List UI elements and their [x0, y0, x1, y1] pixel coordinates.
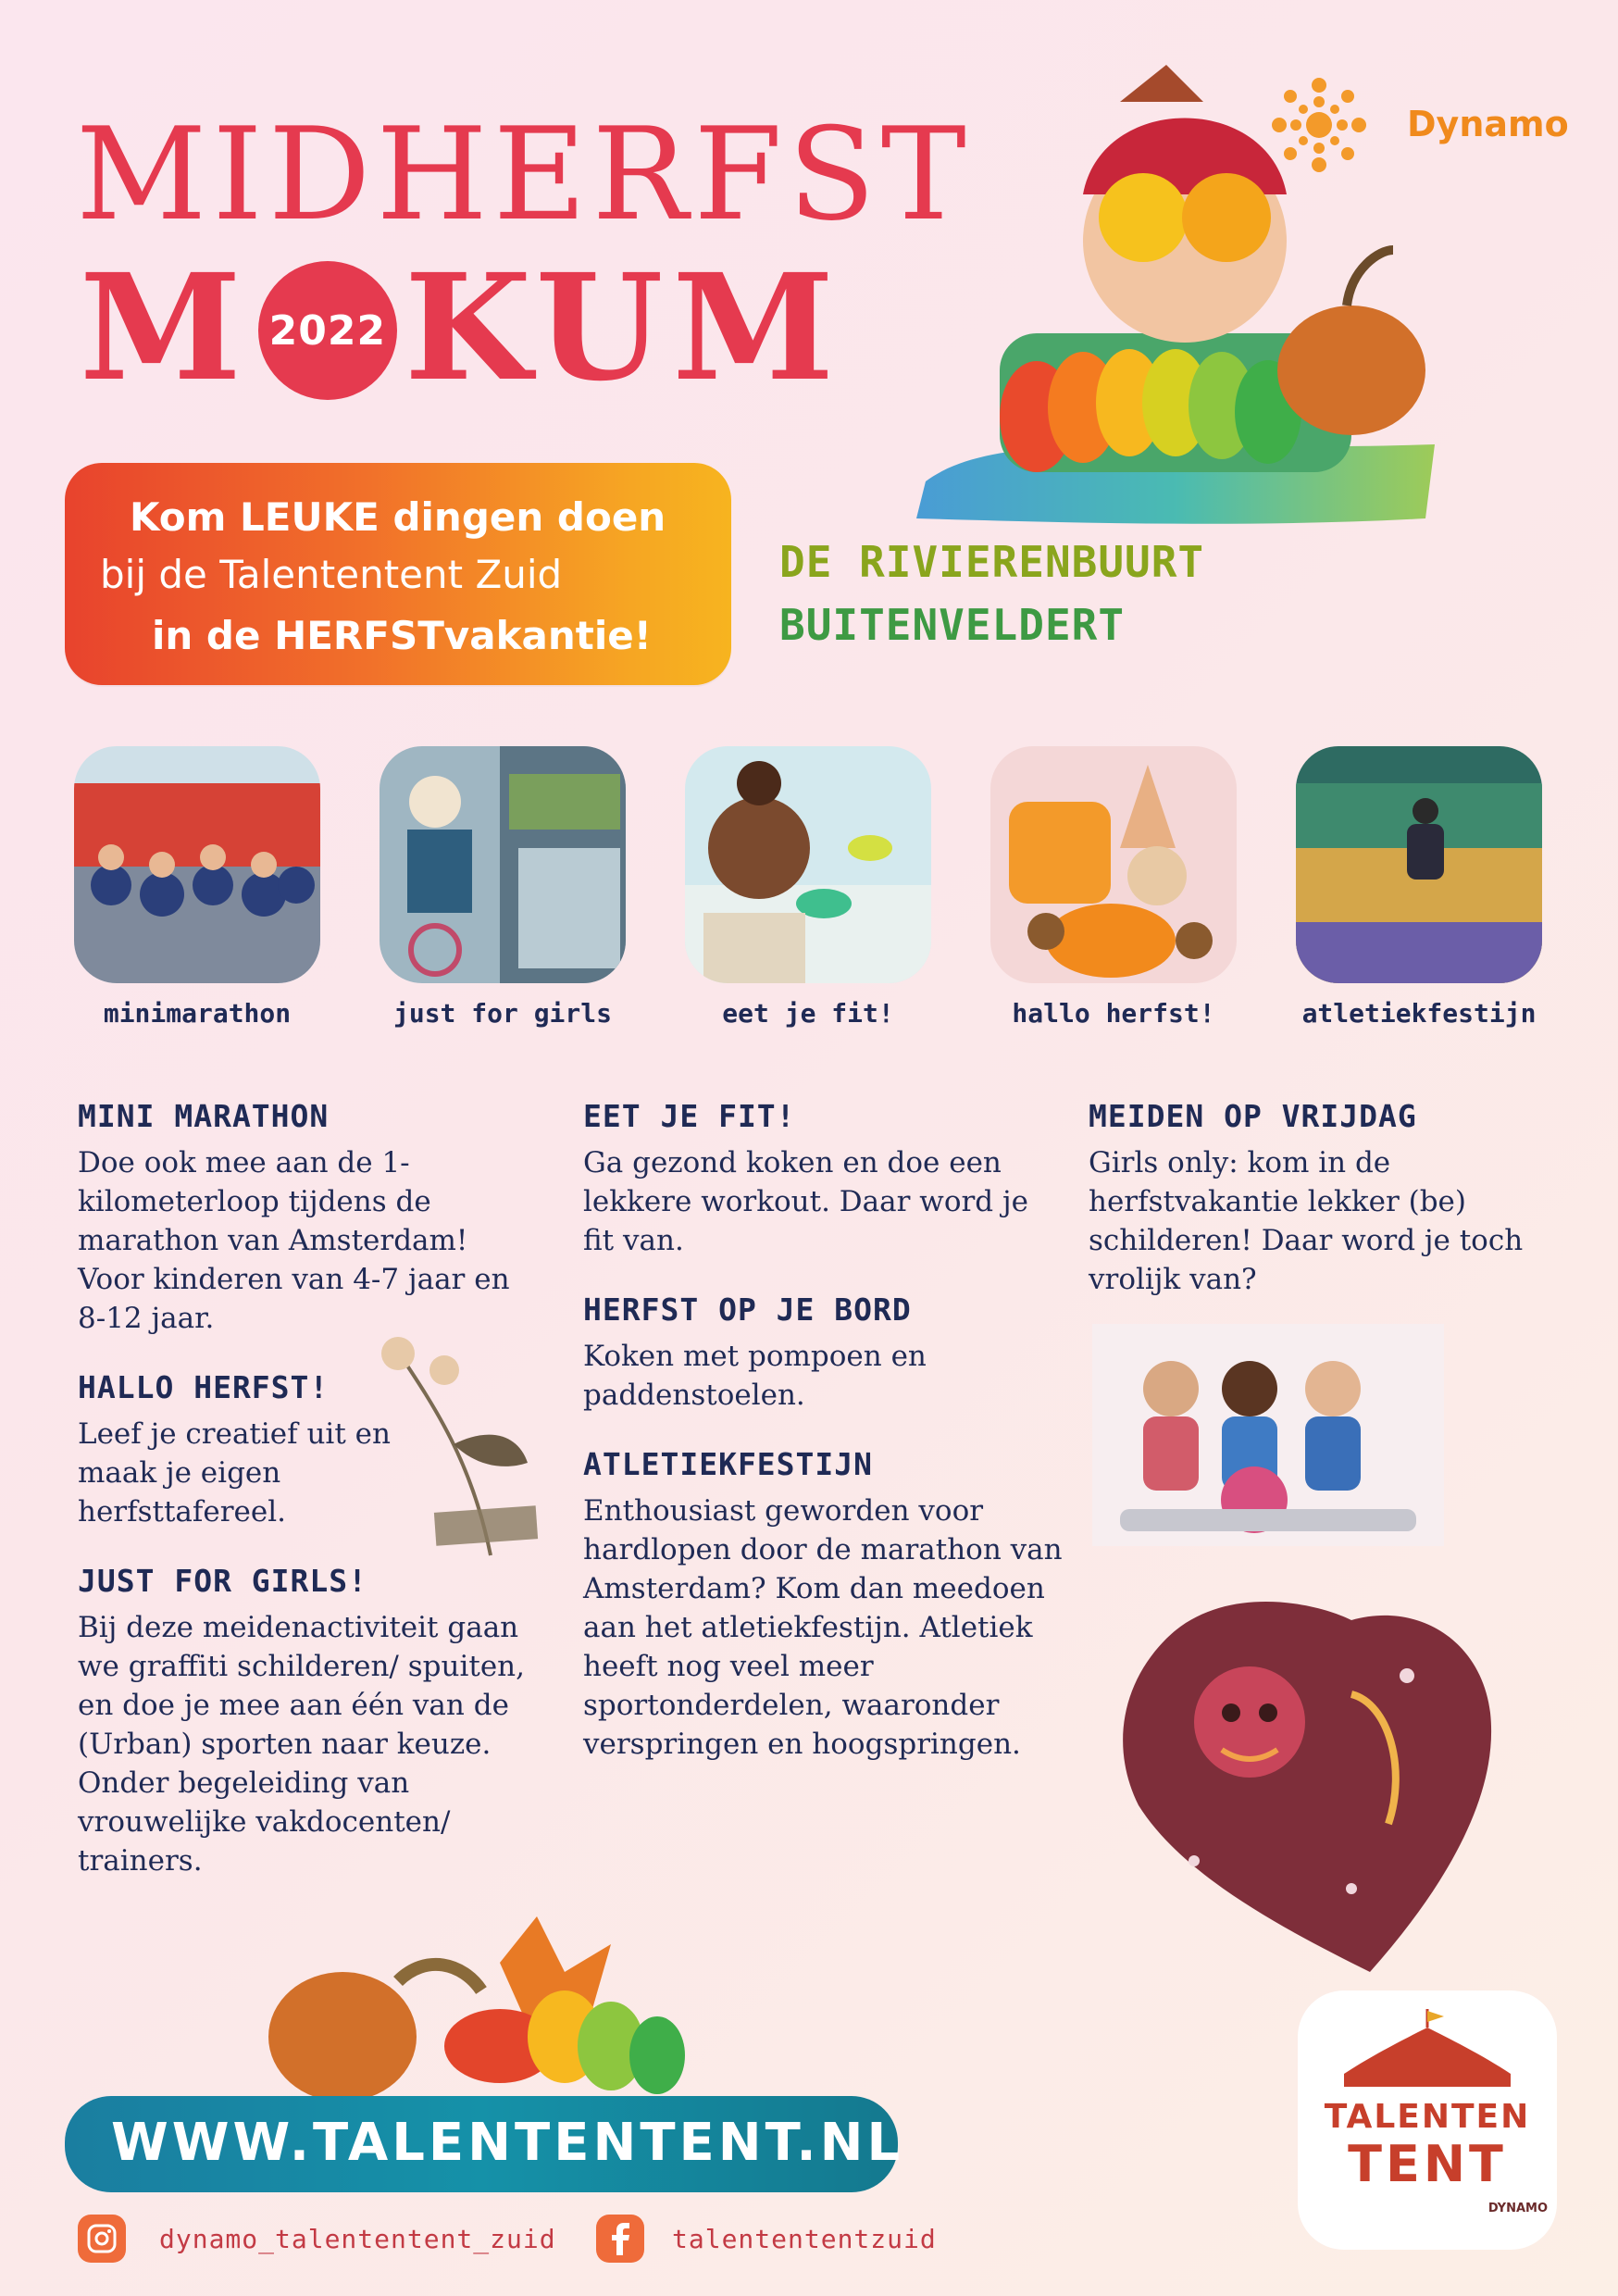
text-hallo-herfst: Leef je creatief uit en maak je eigen herfsttafereel. — [78, 1417, 391, 1529]
text-just-for-girls: Bij deze meidenactiviteit gaan we graffiti schilderen/ spuiten, en doe je mee aan één van de (Urban) sporten naar keuze. Onder begeleiding van vrouwelijke vakdocenten/ trainers. — [78, 1611, 525, 1878]
caption-atletiekfestijn: atletiekfestijn — [1301, 998, 1537, 1029]
girls-group-photo — [1092, 1324, 1444, 1546]
logo-word-dynamo: DYNAMO — [1487, 2202, 1548, 2215]
neighborhood-rivierenbuurt: DE RIVIERENBUURT — [779, 537, 1205, 587]
heading-herfst-op-je-bord: HERFST OP JE BORD — [583, 1292, 912, 1328]
caption-minimarathon: minimarathon — [103, 998, 292, 1029]
poster-title-line1: MIDHERFST — [76, 100, 972, 249]
instagram-handle[interactable]: dynamo_talententent_zuid — [159, 2224, 556, 2254]
website-link[interactable]: WWW.TALENTENTENT.NL — [111, 2113, 904, 2173]
just-for-girls-photo — [380, 746, 626, 983]
heading-just-for-girls: JUST FOR GIRLS! — [78, 1563, 368, 1599]
column-middle — [583, 1098, 1064, 1795]
logo-word-tent: TENT — [1348, 2135, 1507, 2193]
banner-line-3: in de HERFSTvakantie! — [152, 613, 652, 658]
atletiekfestijn-photo — [1296, 746, 1542, 983]
facebook-icon[interactable] — [596, 2215, 644, 2263]
column-right — [1089, 1098, 1551, 1330]
hallo-herfst-photo — [990, 746, 1237, 983]
text-herfst-op-je-bord: Koken met pompoen en paddenstoelen. — [583, 1340, 927, 1412]
text-atletiekfestijn: Enthousiast geworden voor hardlopen door de marathon van Amsterdam? Kom dan meedoen aan het atletiekfestijn. Atletiek heeft nog veel meer sportonderdelen, waaronder verspringen en hoogspringen. — [583, 1494, 1063, 1761]
caption-eet-je-fit: eet je fit! — [722, 998, 894, 1029]
text-eet-je-fit: Ga gezond koken en doe een lekkere workout. Daar word je fit van. — [583, 1146, 1028, 1257]
dried-flower-icon — [370, 1333, 555, 1574]
text-meiden-op-vrijdag: Girls only: kom in de herfstvakantie lekker (be) schilderen! Daar word je toch vrolijk van? — [1089, 1146, 1524, 1296]
banner-line-1: Kom LEUKE dingen doen — [130, 494, 666, 540]
hero-child-autumn-leaves-photo — [889, 56, 1444, 537]
facebook-handle[interactable]: talentententzuid — [672, 2224, 937, 2254]
neighborhood-buitenveldert: BUITENVELDERT — [779, 600, 1126, 650]
heading-mini-marathon: MINI MARATHON — [78, 1098, 330, 1134]
title-letters-kum: KUM — [404, 243, 844, 414]
dynamo-brand-name: Dynamo — [1407, 104, 1569, 144]
painted-leaf-artwork — [1111, 1583, 1500, 1990]
heading-hallo-herfst: HALLO HERFST! — [78, 1369, 330, 1405]
caption-just-for-girls: just for girls — [392, 998, 612, 1029]
heading-eet-je-fit: EET JE FIT! — [583, 1098, 796, 1134]
instagram-icon[interactable] — [78, 2215, 126, 2263]
caption-hallo-herfst: hallo herfst! — [1012, 998, 1215, 1029]
title-letter-m: M — [80, 243, 251, 414]
pumpkin-and-leaves-icon — [259, 1907, 722, 2111]
year-circle — [258, 261, 397, 400]
circus-tent-icon — [1335, 2009, 1520, 2092]
text-mini-marathon: Doe ook mee aan de 1-kilometerloop tijdens de marathon van Amsterdam! Voor kinderen van 4-7 jaar en 8-12 jaar. — [78, 1146, 510, 1335]
minimarathon-photo — [74, 746, 320, 983]
logo-word-talenten: TALENTEN — [1324, 2098, 1531, 2136]
heading-atletiekfestijn: ATLETIEKFESTIJN — [583, 1446, 874, 1482]
eet-je-fit-photo — [685, 746, 931, 983]
heading-meiden-op-vrijdag: MEIDEN OP VRIJDAG — [1089, 1098, 1417, 1134]
year-label: 2022 — [268, 307, 387, 355]
poster-title-line2 — [80, 243, 844, 414]
banner-line-2: bij de Talententent Zuid — [100, 552, 563, 597]
